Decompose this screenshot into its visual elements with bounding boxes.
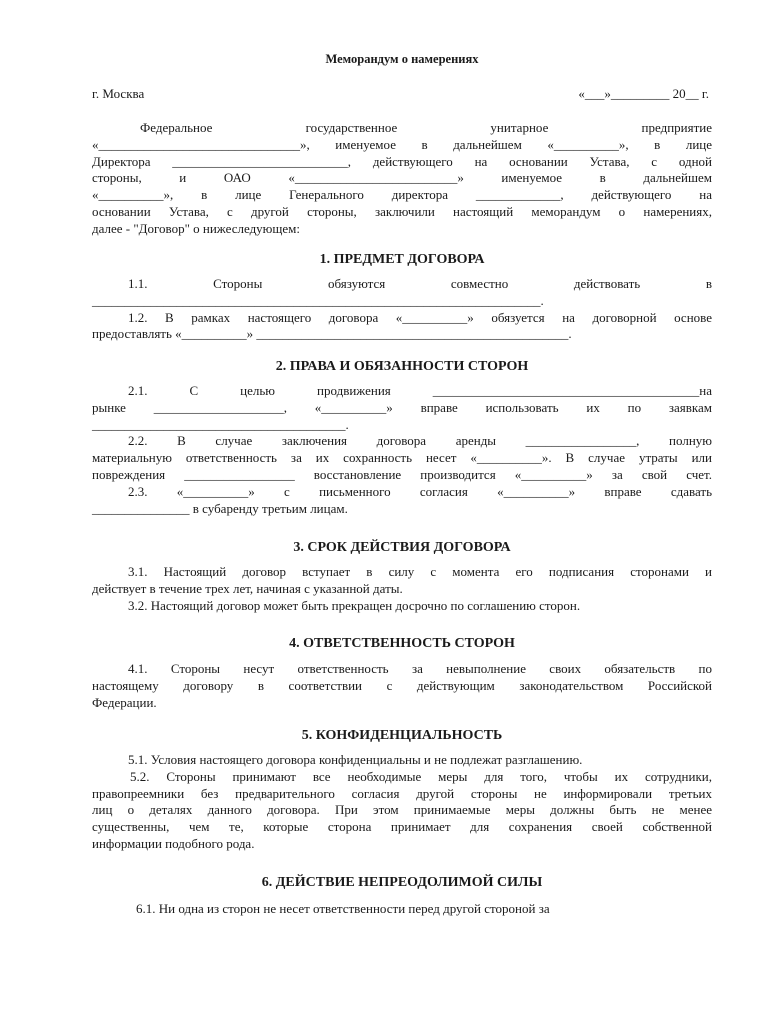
section-1-body [92,276,712,343]
paragraph-line: действует в течение трех лет, начиная с указанной даты. [92,580,403,596]
section-2-heading: 2. ПРАВА И ОБЯЗАННОСТИ СТОРОН [275,359,529,374]
paragraph-line: настоящему договору в соответствии с действующим законодательством Российской [92,677,712,693]
paragraph-line: лиц о деталях данного договора. При этом принимаемые меры должны быть не менее [92,802,712,818]
paragraph-line: информации подобного рода. [92,835,255,851]
section-1-heading: 1. ПРЕДМЕТ ДОГОВОРА [319,252,485,267]
preamble-line: стороны, и ОАО «_________________________» именуемое в дальнейшем [92,170,712,186]
paragraph-line: 3.1. Настоящий договор вступает в силу с момента его подписания сторонами и [128,564,712,579]
section-5-heading: 5. КОНФИДЕНЦИАЛЬНОСТЬ [301,728,503,743]
section-4-body [92,661,712,711]
paragraph-line: 4.1. Стороны несут ответственность за невыполнение своих обязательств по [128,661,712,676]
paragraph-line: материальную ответственность за их сохранность несет «__________». В случае утраты или [92,450,712,466]
header-row [92,86,712,102]
paragraph-line: _____________________________________________________________________. [92,292,544,308]
paragraph-line: рынке ____________________, «__________» вправе использовать их по заявкам [92,399,712,415]
preamble-line: Федеральное государственное унитарное предприятие [140,120,712,135]
preamble [92,120,712,238]
paragraph-line: 1.1. Стороны обязуются совместно действовать в [128,276,712,291]
preamble-line: «__________», в лице Генерального директора _____________, действующего на [92,187,712,203]
preamble-line: Директора ___________________________, действующего на основании Устава, с одной [92,153,712,169]
section-3-heading: 3. СРОК ДЕЙСТВИЯ ДОГОВОРА [293,540,511,555]
paragraph-line: 5.1. Условия настоящего договора конфиденциальны и не подлежат разглашению. [128,752,583,767]
paragraph-line: 2.3. «__________» с письменного согласия «__________» вправе сдавать [128,483,712,499]
paragraph-line: _______________________________________. [92,416,349,432]
paragraph-line: существенны, чем те, которые сторона принимает для сохранения своей собственной [92,819,712,835]
city: г. Москва [92,86,145,101]
paragraph-line: 1.2. В рамках настоящего договора «__________» обязуется на договорной основе [128,309,712,325]
preamble-line: «_______________________________», именуемое в дальнейшем «__________», в лице [92,136,712,152]
paragraph-line: _______________ в субаренду третьим лицам. [92,500,348,516]
paragraph-line: 6.1. Ни одна из сторон не несет ответственности перед другой стороной за [136,901,550,916]
section-6-body [92,901,712,918]
section-3-body [92,564,712,614]
paragraph-line: правопреемники без предварительного согласия другой стороны не информировали третьих [92,785,712,801]
preamble-line: основании Устава, с другой стороны, заключили настоящий меморандум о намерениях, [92,203,712,219]
section-4-heading: 4. ОТВЕТСТВЕННОСТЬ СТОРОН [289,636,515,651]
section-6-heading: 6. ДЕЙСТВИЕ НЕПРЕОДОЛИМОЙ СИЛЫ [261,875,543,890]
paragraph-line: 3.2. Настоящий договор может быть прекращен досрочно по соглашению сторон. [128,597,581,613]
document-title: Меморандум о намерениях [325,52,479,66]
paragraph-line: Федерации. [92,694,157,710]
paragraph-line: повреждения _________________ восстановление производится «__________» за свой счет. [92,466,712,482]
date: «___»_________ 20__ г. [578,86,709,101]
paragraph-line: 2.1. С целью продвижения _________________________________________на [128,383,712,398]
section-2-body [92,383,712,517]
paragraph-line: 2.2. В случае заключения договора аренды _________________, полную [128,433,712,449]
paragraph-line: предоставлять «__________» ________________________________________________. [92,326,572,342]
paragraph-line: 5.2. Стороны принимают все необходимые меры для того, чтобы их сотрудники, [130,768,712,784]
preamble-line: далее - "Договор" о нижеследующем: [92,220,301,236]
section-5-body [92,752,712,853]
